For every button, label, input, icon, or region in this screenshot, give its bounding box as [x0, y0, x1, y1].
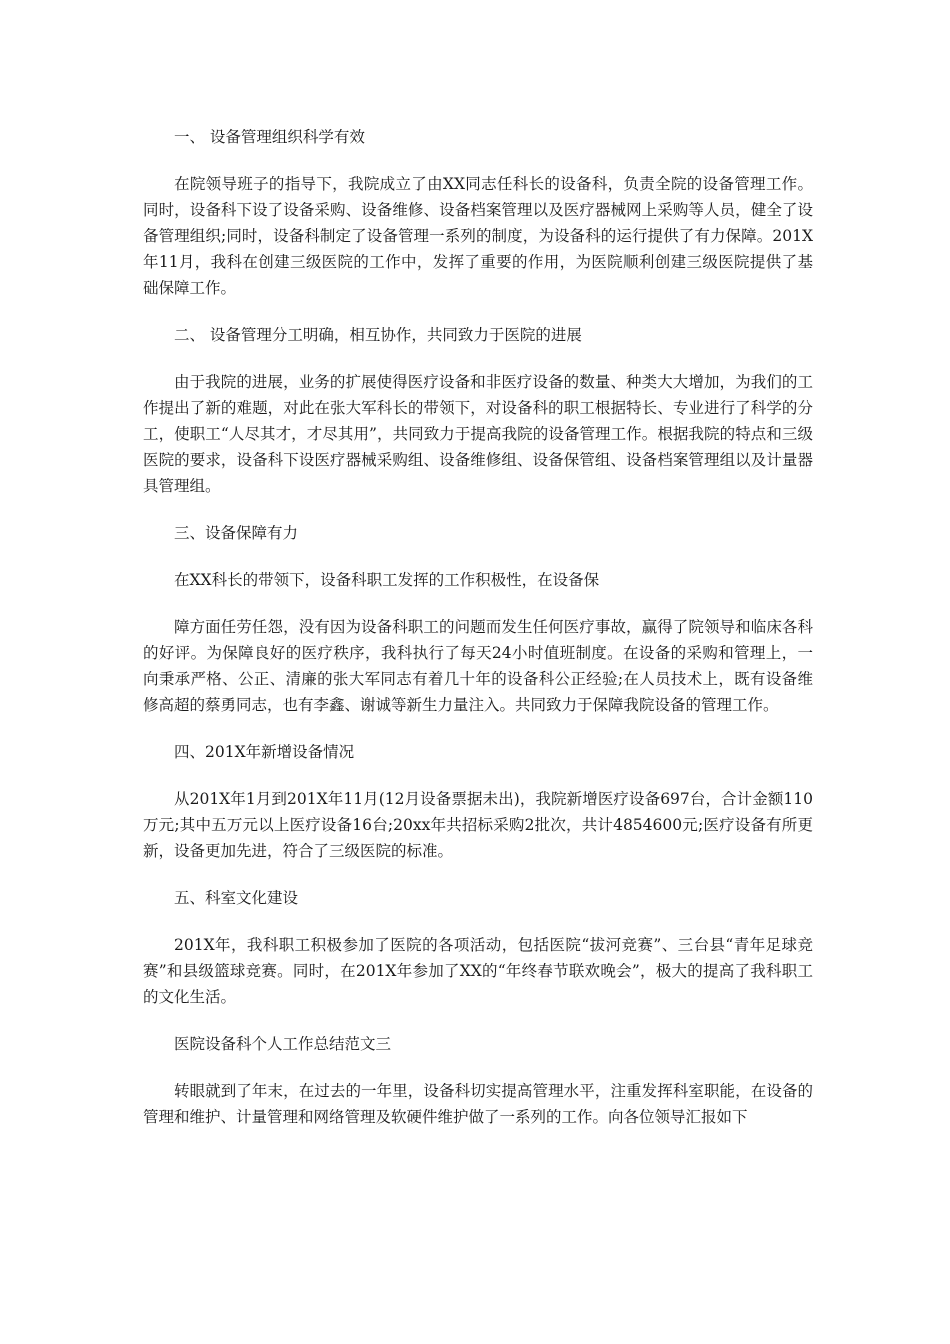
paragraph-3b: 障方面任劳任怨，没有因为设备科职工的问题而发生任何医疗事故，赢得了院领导和临床各科的好评。为保障良好的医疗秩序，我科执行了每天24小时值班制度。在设备的采购和管理上，一向秉承严格、公正、清廉的张大军同志有着几十年的设备科公正经验;在人员技术上，既有设备维修高超的蔡勇同志，也有李鑫、谢诚等新生力量注入。共同致力于保障我院设备的管理工作。	[143, 618, 813, 714]
paragraph-2: 由于我院的进展，业务的扩展使得医疗设备和非医疗设备的数量、种类大大增加，为我们的工作提出了新的难题，对此在张大军科长的带领下，对设备科的职工根据特长、专业进行了科学的分工，使职工“人尽其才，才尽其用”，共同致力于提高我院的设备管理工作。根据我院的特点和三级医院的要求，设备科下设医疗器械采购组、设备维修组、设备保管组、设备档案管理组以及计量器具管理组。	[143, 373, 813, 495]
section-heading-2: 二、 设备管理分工明确，相互协作，共同致力于医院的进展	[174, 326, 582, 344]
section-heading-5: 五、科室文化建设	[174, 889, 299, 907]
paragraph-3a: 在XX科长的带领下，设备科职工发挥的工作积极性，在设备保	[174, 571, 600, 589]
document-body	[143, 124, 813, 1130]
paragraph-6: 转眼就到了年末，在过去的一年里，设备科切实提高管理水平，注重发挥科室职能，在设备的管理和维护、计量管理和网络管理及软硬件维护做了一系列的工作。向各位领导汇报如下	[143, 1082, 813, 1126]
section-heading-4: 四、201X年新增设备情况	[174, 743, 355, 761]
document-subtitle: 医院设备科个人工作总结范文三	[174, 1035, 392, 1053]
paragraph-4: 从201X年1月到201X年11月(12月设备票据未出)，我院新增医疗设备697台，合计金额110万元;其中五万元以上医疗设备16台;20xx年共招标采购2批次，共计4854600元;医疗设备有所更新，设备更加先进，符合了三级医院的标准。	[143, 790, 813, 860]
section-heading-3: 三、设备保障有力	[174, 524, 299, 542]
section-heading-1: 一、 设备管理组织科学有效	[174, 128, 365, 146]
paragraph-1: 在院领导班子的指导下，我院成立了由XX同志任科长的设备科，负责全院的设备管理工作。同时，设备科下设了设备采购、设备维修、设备档案管理以及医疗器械网上采购等人员，健全了设备管理组织;同时，设备科制定了设备管理一系列的制度，为设备科的运行提供了有力保障。201X年11月，我科在创建三级医院的工作中，发挥了重要的作用，为医院顺利创建三级医院提供了基础保障工作。	[143, 175, 813, 297]
paragraph-5: 201X年，我科职工积极参加了医院的各项活动，包括医院“拔河竞赛”、三台县“青年足球竞赛”和县级篮球竞赛。同时，在201X年参加了XX的“年终春节联欢晚会”，极大的提高了我科职工的文化生活。	[143, 936, 813, 1006]
